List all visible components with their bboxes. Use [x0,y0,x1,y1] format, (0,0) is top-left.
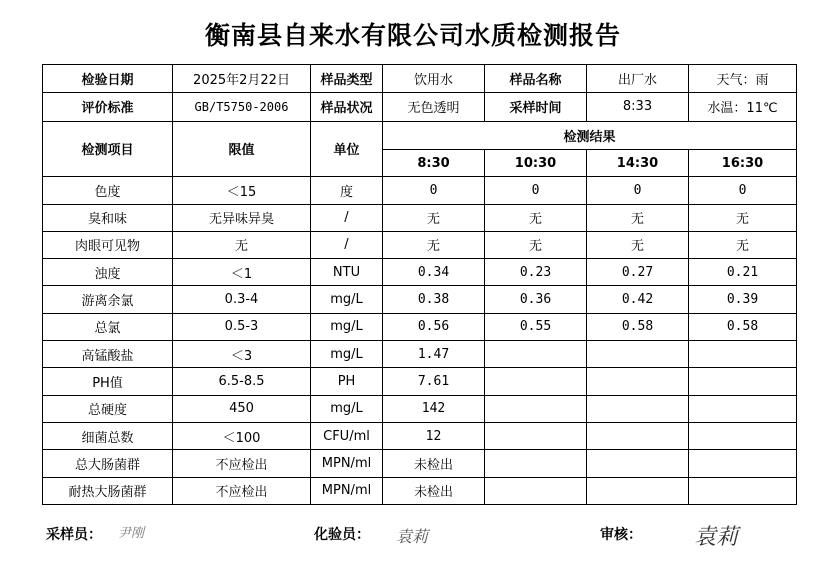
standard-label: 评价标准 [43,93,173,121]
result-cell: 0.21 [689,259,797,286]
result-cell: 0.58 [587,313,689,340]
result-row [43,395,797,422]
status-value: 无色透明 [383,93,485,121]
header-time-4: 16:30 [689,149,797,176]
result-cell: 1.47 [383,341,485,368]
result-row [43,204,797,231]
item-cell: 肉眼可见物 [43,231,173,258]
unit-cell: MPN/ml [311,450,383,477]
result-cell [485,422,587,449]
sampler-label: 采样员： [46,527,102,543]
result-row [43,177,797,204]
limit-cell: ＜3 [173,341,311,368]
item-cell: 臭和味 [43,204,173,231]
result-cell [587,450,689,477]
type-label: 样品类型 [311,65,383,93]
result-cell: 7.61 [383,368,485,395]
tester-signature: 袁莉 [396,527,429,546]
name-value: 出厂水 [587,65,689,93]
item-cell: 总氯 [43,313,173,340]
reviewer-signature: 袁莉 [694,525,739,550]
header-time-1: 8:30 [383,149,485,176]
unit-cell: mg/L [311,341,383,368]
unit-cell: 度 [311,177,383,204]
unit-cell: PH [311,368,383,395]
sampler-signature: 尹刚 [118,526,145,541]
date-value: 2025年2月22日 [173,65,311,93]
result-cell: 0.38 [383,286,485,313]
unit-cell: / [311,231,383,258]
result-cell: 0.58 [689,313,797,340]
result-cell: 142 [383,395,485,422]
header-results: 检测结果 [383,121,797,149]
header-time-3: 14:30 [587,149,689,176]
report-title: 衡南县自来水有限公司水质检测报告 [204,21,621,50]
result-cell [689,450,797,477]
result-row [43,477,797,505]
item-cell: 耐热大肠菌群 [43,477,173,505]
result-cell: 未检出 [383,450,485,477]
unit-cell: mg/L [311,286,383,313]
result-row [43,286,797,313]
time-label: 采样时间 [485,93,587,121]
unit-cell: CFU/ml [311,422,383,449]
time-value: 8:33 [587,93,689,121]
result-cell: 无 [587,204,689,231]
water-temp: 水温：11℃ [689,93,797,121]
result-cell [689,341,797,368]
result-cell: 0.36 [485,286,587,313]
result-cell: 无 [383,231,485,258]
limit-cell: 无异味异臭 [173,204,311,231]
result-cell: 无 [485,231,587,258]
result-cell: 无 [689,204,797,231]
result-cell: 无 [587,231,689,258]
item-cell: PH值 [43,368,173,395]
result-cell: 0.39 [689,286,797,313]
result-row [43,368,797,395]
reviewer-label: 审核： [600,527,642,543]
limit-cell: 不应检出 [173,477,311,505]
result-cell [689,422,797,449]
result-cell: 0.55 [485,313,587,340]
item-cell: 细菌总数 [43,422,173,449]
result-cell [587,395,689,422]
type-value: 饮用水 [383,65,485,93]
result-cell [587,477,689,505]
result-cell: 未检出 [383,477,485,505]
result-row [43,341,797,368]
result-cell [485,477,587,505]
result-cell [587,341,689,368]
result-cell: 无 [383,204,485,231]
limit-cell: ＜15 [173,177,311,204]
limit-cell: 无 [173,231,311,258]
result-cell: 0.56 [383,313,485,340]
header-item: 检测项目 [43,121,173,177]
result-cell: 0.23 [485,259,587,286]
unit-cell: / [311,204,383,231]
result-cell: 0.42 [587,286,689,313]
header-limit: 限值 [173,121,311,177]
item-cell: 高锰酸盐 [43,341,173,368]
result-row [43,259,797,286]
result-cell: 无 [689,231,797,258]
result-cell: 0.27 [587,259,689,286]
meta-row-2 [43,93,797,121]
result-row [43,422,797,449]
unit-cell: mg/L [311,313,383,340]
result-cell [485,341,587,368]
item-cell: 总硬度 [43,395,173,422]
result-row [43,313,797,340]
item-cell: 游离余氯 [43,286,173,313]
result-cell: 0 [485,177,587,204]
limit-cell: ＜1 [173,259,311,286]
result-cell [689,477,797,505]
result-cell [485,395,587,422]
name-label: 样品名称 [485,65,587,93]
result-row [43,231,797,258]
result-cell: 12 [383,422,485,449]
item-cell: 浊度 [43,259,173,286]
result-cell [485,450,587,477]
standard-value: GB/T5750-2006 [173,93,311,121]
result-cell: 0.34 [383,259,485,286]
limit-cell: 不应检出 [173,450,311,477]
limit-cell: ＜100 [173,422,311,449]
header-row-1 [43,121,797,149]
result-cell [587,368,689,395]
result-cell: 0 [689,177,797,204]
weather: 天气：雨 [689,65,797,93]
limit-cell: 0.3-4 [173,286,311,313]
item-cell: 总大肠菌群 [43,450,173,477]
unit-cell: MPN/ml [311,477,383,505]
report-table [42,64,797,505]
header-time-2: 10:30 [485,149,587,176]
result-cell [485,368,587,395]
unit-cell: NTU [311,259,383,286]
date-label: 检验日期 [43,65,173,93]
tester-label: 化验员： [314,527,370,543]
result-row [43,450,797,477]
meta-row-1 [43,65,797,93]
item-cell: 色度 [43,177,173,204]
result-cell [689,395,797,422]
header-unit: 单位 [311,121,383,177]
limit-cell: 450 [173,395,311,422]
result-cell: 0 [587,177,689,204]
limit-cell: 0.5-3 [173,313,311,340]
unit-cell: mg/L [311,395,383,422]
result-cell: 0 [383,177,485,204]
status-label: 样品状况 [311,93,383,121]
limit-cell: 6.5-8.5 [173,368,311,395]
result-cell [689,368,797,395]
result-cell: 无 [485,204,587,231]
result-cell [587,422,689,449]
